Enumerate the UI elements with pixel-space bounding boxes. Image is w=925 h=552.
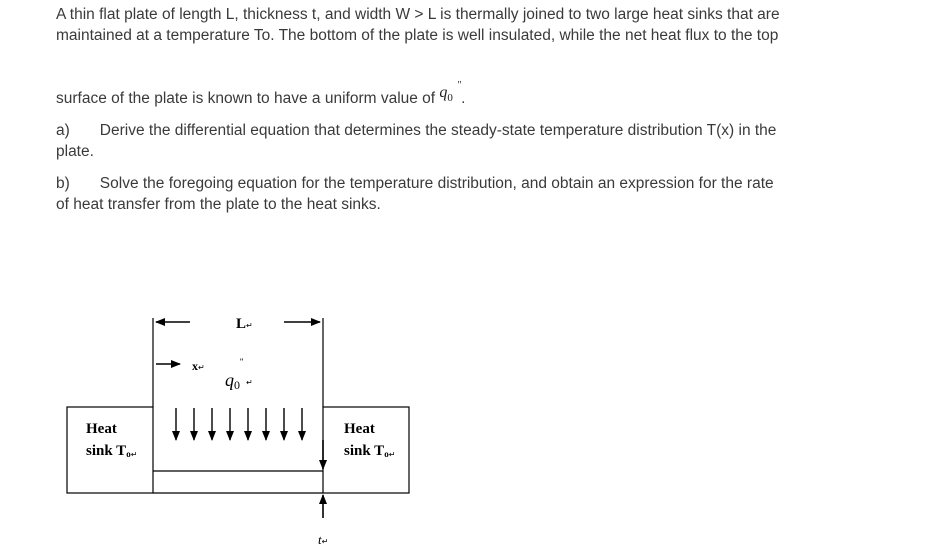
- heat-flux-arrows: [176, 408, 302, 440]
- intro-line-2: maintained at a temperature To. The bottom of the plate is well insulated, while the net heat flux to the top: [56, 27, 779, 44]
- right-sink-label-line1: Heat: [344, 421, 375, 437]
- flux-label: q0 ↵: [225, 370, 253, 392]
- x-label: x↵: [192, 359, 205, 373]
- thickness-label: t↵: [318, 532, 329, 547]
- heat-flux-symbol: $q_0$ ": [439, 80, 462, 105]
- part-a-marker: a): [56, 122, 70, 139]
- length-label: L↵: [236, 316, 253, 332]
- part-a-text-line1: Derive the differential equation that determines the steady-state temperature distribution T(x) in the: [99, 122, 777, 139]
- left-sink-label-line1: Heat: [86, 421, 117, 437]
- flux-primes: ": [240, 357, 244, 367]
- part-b-marker: b): [56, 175, 70, 192]
- intro-line-1: A thin flat plate of length L, thickness t, and width W > L is thermally joined to two large heat sinks that are: [56, 6, 780, 23]
- part-a-text-line2: plate.: [56, 143, 94, 160]
- part-b-text-line2: of heat transfer from the plate to the heat sinks.: [56, 196, 381, 213]
- intro-line-3: surface of the plate is known to have a uniform value of: [56, 90, 436, 107]
- right-sink-label-line2: sink To↵: [344, 443, 396, 459]
- part-b-text-line1: Solve the foregoing equation for the temperature distribution, and obtain an expression for the rate: [99, 175, 774, 192]
- intro-period: .: [461, 90, 466, 107]
- left-sink-label-line2: sink To↵: [86, 443, 138, 459]
